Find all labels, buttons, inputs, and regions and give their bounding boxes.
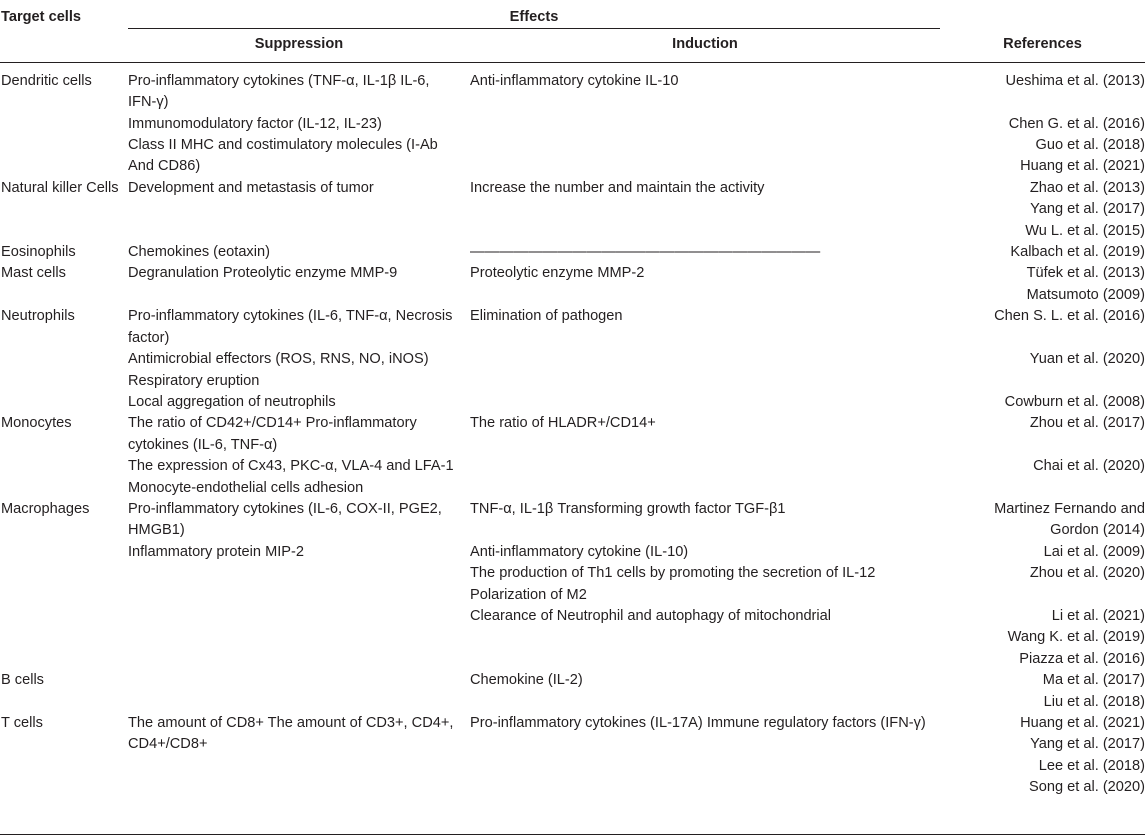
cell-induction: Increase the number and maintain the activity <box>470 179 765 196</box>
cell-suppression: The expression of Cx43, PKC-α, VLA-4 and LFA-1 <box>128 458 454 475</box>
header-effects: Effects <box>509 9 559 25</box>
cell-suppression: Chemokines (eotaxin) <box>128 244 270 261</box>
header-induction: Induction <box>470 29 940 62</box>
cell-induction <box>470 114 940 135</box>
header-suppression: Suppression <box>128 29 470 62</box>
cell-induction: ———————————————————————— <box>470 244 821 261</box>
cell-target <box>0 563 128 606</box>
cell-suppression: Degranulation Proteolytic enzyme MMP-9 <box>128 265 398 282</box>
cell-induction: TNF-α, IL-1β Transforming growth factor TGF-β1 <box>470 500 786 517</box>
cell-reference: Guo et al. (2018) Huang et al. (2021) <box>1020 137 1145 175</box>
table-row <box>0 670 1145 713</box>
cell-target: Neutrophils <box>1 308 75 325</box>
cell-induction: The production of Th1 cells by promoting the secretion of IL-12 Polarization of M2 <box>470 565 876 603</box>
cell-suppression: Inflammatory protein MIP-2 <box>128 543 304 560</box>
cell-induction: Anti-inflammatory cytokine (IL-10) <box>470 543 689 560</box>
cell-suppression: The ratio of CD42+/CD14+ Pro-inflammatory cytokines (IL-6, TNF-α) <box>128 415 417 453</box>
cell-reference: Ma et al. (2017) Liu et al. (2018) <box>1042 672 1145 710</box>
cell-induction <box>470 478 940 499</box>
table-row <box>0 62 1145 113</box>
table-row <box>0 263 1145 306</box>
cell-target: B cells <box>1 672 44 689</box>
table-body <box>0 62 1145 798</box>
cell-induction: Clearance of Neutrophil and autophagy of mitochondrial <box>470 607 832 624</box>
cell-induction <box>470 135 940 178</box>
cell-suppression <box>128 563 470 606</box>
cell-suppression: Local aggregation of neutrophils <box>128 393 336 410</box>
cell-target <box>0 456 128 477</box>
table-row <box>0 542 1145 563</box>
table-row <box>0 392 1145 413</box>
cell-suppression: Pro-inflammatory cytokines (IL-6, COX-II, PGE2, HMGB1) <box>128 500 442 539</box>
table-row <box>0 114 1145 135</box>
cell-reference: Cowburn et al. (2008) <box>1004 393 1145 410</box>
cell-induction <box>470 392 940 413</box>
cell-reference: Chen G. et al. (2016) <box>1008 115 1145 132</box>
cell-induction: Pro-inflammatory cytokines (IL-17A) Immune regulatory factors (IFN-γ) <box>470 715 926 731</box>
table-row <box>0 499 1145 542</box>
header-target-cells: Target cells <box>1 9 82 25</box>
cell-target <box>0 606 128 670</box>
table-row <box>0 306 1145 349</box>
cell-suppression: Monocyte-endothelial cells adhesion <box>128 479 364 496</box>
cell-reference: Zhou et al. (2020) <box>1029 565 1145 582</box>
cell-reference: Huang et al. (2021) Yang et al. (2017) Lee et al. (2018) Song et al. (2020) <box>1020 715 1145 796</box>
cell-suppression <box>128 670 470 713</box>
cell-suppression: Antimicrobial effectors (ROS, RNS, NO, iNOS) Respiratory eruption <box>128 351 429 389</box>
cell-target <box>0 114 128 135</box>
cell-induction: The ratio of HLADR+/CD14+ <box>470 415 656 432</box>
table-row <box>0 606 1145 670</box>
cell-target <box>0 349 128 392</box>
table-row <box>0 413 1145 456</box>
cell-suppression: Pro-inflammatory cytokines (TNF-α, IL-1β IL-6, IFN-γ) <box>128 72 430 111</box>
cell-suppression: Pro-inflammatory cytokines (IL-6, TNF-α, Necrosis factor) <box>128 308 453 346</box>
cell-target: Dendritic cells <box>1 72 92 89</box>
table-row <box>0 456 1145 477</box>
cell-induction: Anti-inflammatory cytokine IL-10 <box>470 72 679 89</box>
table-bottom-rule <box>0 834 1145 835</box>
header-references: References <box>940 29 1145 62</box>
cell-reference: Tüfek et al. (2013) Matsumoto (2009) <box>1026 265 1145 303</box>
cell-induction: Chemokine (IL-2) <box>470 672 583 689</box>
cell-target: Monocytes <box>1 415 72 432</box>
cell-reference: Ueshima et al. (2013) <box>1005 72 1145 89</box>
cell-reference: Zhao et al. (2013) Yang et al. (2017) Wu L. et al. (2015) <box>1025 179 1145 239</box>
cell-suppression <box>128 606 470 670</box>
cell-reference: Yuan et al. (2020) <box>1029 351 1145 368</box>
cell-target: Eosinophils <box>1 244 76 261</box>
cell-target: Natural killer Cells <box>1 179 119 196</box>
cell-target: T cells <box>1 715 43 731</box>
table-row <box>0 135 1145 178</box>
table-row <box>0 478 1145 499</box>
cell-reference: Martinez Fernando and Gordon (2014) <box>994 500 1145 539</box>
table-row <box>0 563 1145 606</box>
cell-suppression: Immunomodulatory factor (IL-12, IL-23) <box>128 115 382 132</box>
cell-suppression: Development and metastasis of tumor <box>128 179 374 196</box>
cell-reference: Lai et al. (2009) <box>1043 543 1145 560</box>
cell-target: Mast cells <box>1 265 66 282</box>
table-row <box>0 178 1145 242</box>
cell-reference: Chai et al. (2020) <box>1033 458 1145 475</box>
cell-induction: Proteolytic enzyme MMP-2 <box>470 265 645 282</box>
cell-induction: Elimination of pathogen <box>470 308 623 325</box>
cell-target <box>0 542 128 563</box>
cell-reference <box>940 478 1145 499</box>
table-header <box>0 0 1145 62</box>
table-row <box>0 349 1145 392</box>
table-row <box>0 713 1145 799</box>
cell-target: Macrophages <box>1 500 90 517</box>
table-row <box>0 242 1145 263</box>
cell-target <box>0 135 128 178</box>
cell-reference: Zhou et al. (2017) <box>1029 415 1145 432</box>
cell-suppression: The amount of CD8+ The amount of CD3+, CD4+, CD4+/CD8+ <box>128 715 454 753</box>
cell-reference: Li et al. (2021) Wang K. et al. (2019) Piazza et al. (2016) <box>1007 607 1145 667</box>
cell-induction <box>470 349 940 392</box>
cell-reference: Kalbach et al. (2019) <box>1010 244 1145 261</box>
cell-target <box>0 478 128 499</box>
cell-target <box>0 392 128 413</box>
cell-induction <box>470 456 940 477</box>
cell-suppression: Class II MHC and costimulatory molecules (I-Ab And CD86) <box>128 137 438 175</box>
cell-reference: Chen S. L. et al. (2016) <box>994 308 1145 325</box>
